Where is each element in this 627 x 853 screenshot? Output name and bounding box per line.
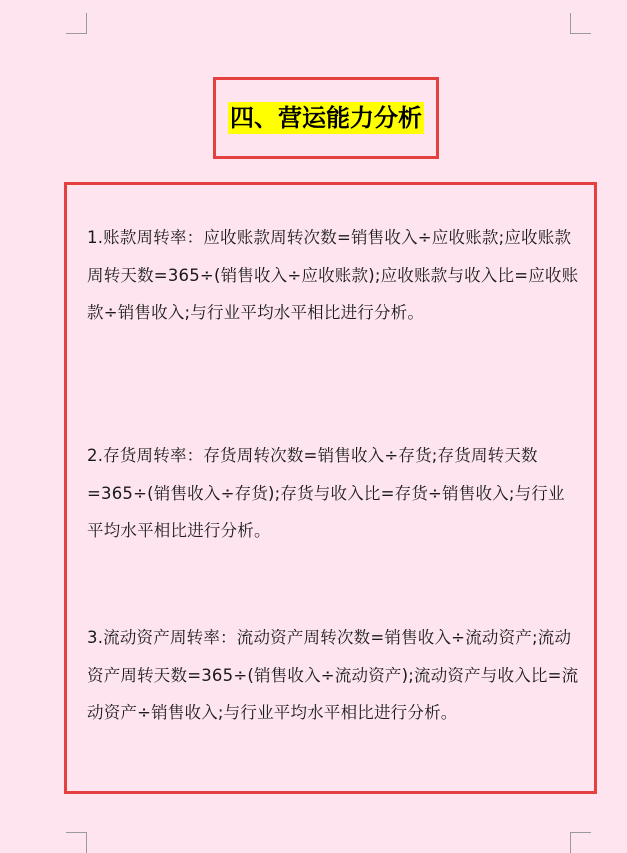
section-title: 四、营运能力分析 (230, 104, 422, 132)
title-box (213, 77, 439, 159)
paragraph-receivables-turnover: 1.账款周转率：应收账款周转次数=销售收入÷应收账款;应收账款周转天数=365÷(销售收入÷应收账款);应收账款与收入比=应收账款÷销售收入;与行业平均水平相比进行分析。 (87, 228, 579, 322)
page-corner-mark-bottom-left (66, 832, 87, 853)
paragraph-inventory-turnover: 2.存货周转率：存货周转次数=销售收入÷存货;存货周转天数=365÷(销售收入÷存货);存货与收入比=存货÷销售收入;与行业平均水平相比进行分析。 (87, 446, 565, 540)
content-box (64, 182, 597, 794)
paragraph-current-assets-turnover: 3.流动资产周转率：流动资产周转次数=销售收入÷流动资产;流动资产周转天数=365÷(销售收入÷流动资产);流动资产与收入比=流动资产÷销售收入;与行业平均水平相比进行分析。 (87, 628, 579, 722)
page-corner-mark-bottom-right (570, 832, 591, 853)
page-corner-mark-top-right (570, 13, 591, 34)
page-corner-mark-top-left (66, 13, 87, 34)
